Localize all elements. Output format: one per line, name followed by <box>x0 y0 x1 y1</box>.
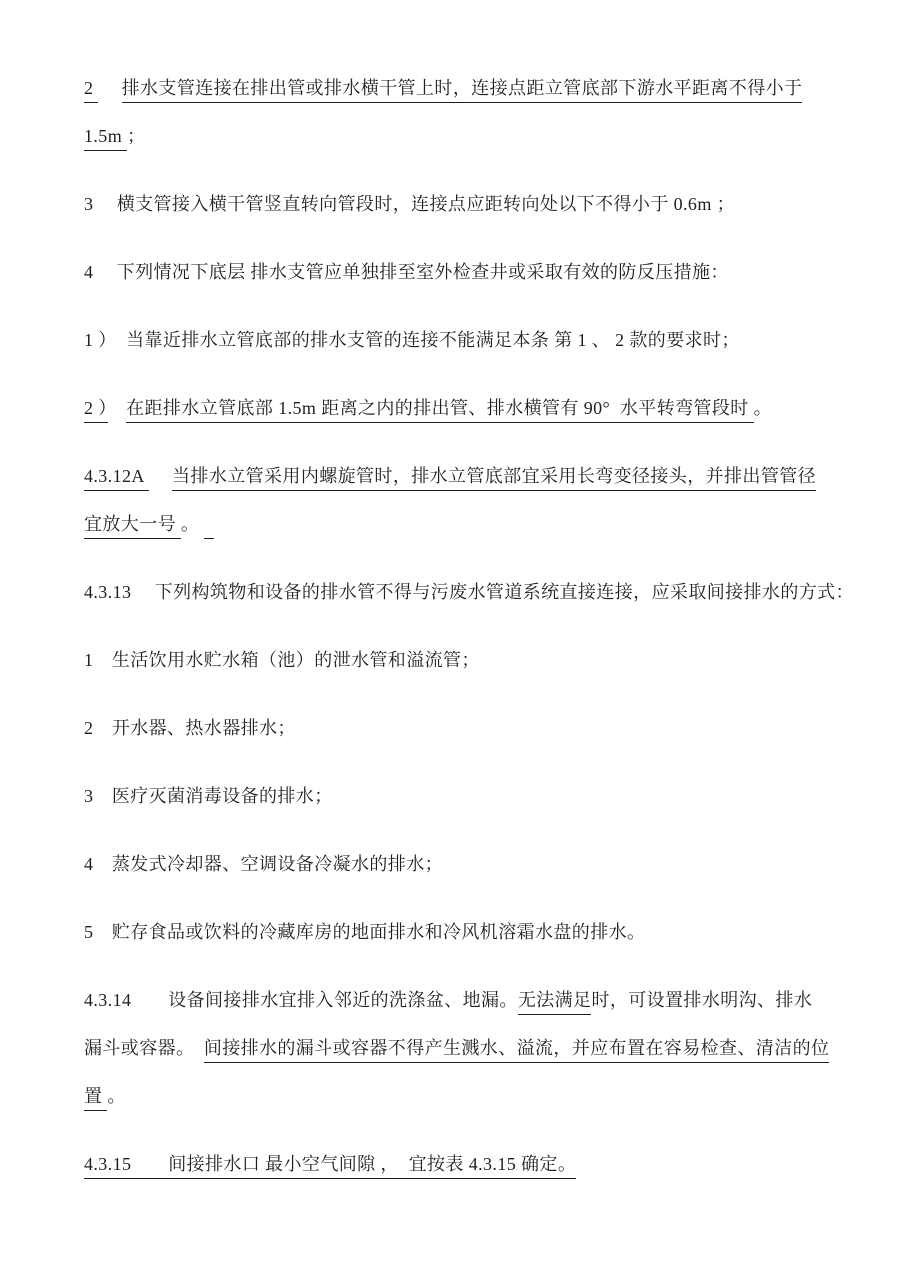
text-segment: 生活饮用水贮水箱（池）的泄水管和溢流管； <box>111 650 480 670</box>
paragraph-item-4 <box>84 840 820 888</box>
text-segment: 4.3.14 <box>84 990 132 1010</box>
paragraph-clause-3 <box>84 180 820 228</box>
text-segment: 医疗灭菌消毒设备的排水； <box>111 786 333 806</box>
paragraph-item-5 <box>84 908 820 956</box>
underlined-text-segment: 宜放大一号 <box>84 514 181 539</box>
paragraph-clause-2 <box>84 64 820 160</box>
text-line <box>84 248 820 296</box>
text-segment: 4 <box>84 854 94 874</box>
text-segment: 3 <box>84 786 94 806</box>
text-segment: 1 ） <box>84 330 108 350</box>
text-segment <box>93 786 111 806</box>
text-segment: 4 <box>84 262 94 282</box>
text-segment <box>185 1038 203 1058</box>
paragraph-clause-4314 <box>84 976 830 1120</box>
underlined-text-segment: 间接排水的漏斗或容器不得产生溅水、溢流，并应布置在容易检查、清洁的位 <box>204 1038 830 1063</box>
text-segment <box>131 990 168 1010</box>
paragraph-item-1 <box>84 636 820 684</box>
text-segment: 设备间接排水宜排入邻近的洗涤盆、地漏。 <box>168 990 518 1010</box>
text-line <box>84 64 820 112</box>
underlined-text-segment: 1.5m <box>84 126 127 151</box>
text-segment <box>93 194 116 214</box>
paragraph-clause-4313 <box>84 568 854 616</box>
text-line <box>84 772 820 820</box>
underlined-text-segment: 无法满足 <box>518 990 592 1015</box>
text-segment: 。 <box>107 1086 126 1106</box>
text-segment: 漏斗或容器。 <box>84 1038 186 1058</box>
text-line <box>84 840 820 888</box>
paragraph-subclause-4-2 <box>84 384 820 432</box>
text-segment: ； <box>127 126 146 146</box>
text-segment <box>93 922 111 942</box>
underlined-text-segment: 排水支管连接在排出管或排水横干管上时，连接点距立管底部下游水平距离不得小于 <box>122 78 803 103</box>
underlined-text-segment: 间接排水口 最小空气间隙 ， 宜按表 4.3.15 确定。 <box>168 1154 576 1179</box>
text-line <box>84 452 820 500</box>
underlined-text-segment: 在距排水立管底部 1.5m 距离之内的排出管、排水横管有 90° 水平转弯管段时 <box>126 398 754 423</box>
text-segment: 时，可设置排水明沟、排水 <box>591 990 813 1010</box>
text-segment <box>149 466 172 486</box>
underlined-text-segment <box>131 1154 168 1179</box>
text-line <box>84 112 820 160</box>
text-segment: 。 <box>180 514 200 534</box>
underlined-text-segment: 2 ） <box>84 398 108 423</box>
text-segment: 下列构筑物和设备的排水管不得与污废水管道系统直接连接，应采取间接排水的方式： <box>154 582 854 602</box>
underlined-text-segment: 2 <box>84 78 98 103</box>
underlined-text-segment: 当排水立管采用内螺旋管时，排水立管底部宜采用长弯变径接头，并排出管管径 <box>172 466 816 491</box>
text-line <box>84 500 820 548</box>
text-line <box>84 1140 820 1188</box>
text-segment: 4.3.13 <box>84 582 132 602</box>
underlined-text-segment: 4.3.12A <box>84 466 149 491</box>
text-line <box>84 384 820 432</box>
text-segment <box>93 650 111 670</box>
text-line <box>84 704 820 752</box>
text-segment <box>93 854 111 874</box>
underlined-text-segment: 置 <box>84 1086 107 1111</box>
text-segment: 1 <box>84 650 94 670</box>
text-segment: 开水器、热水器排水； <box>111 718 296 738</box>
text-line <box>84 180 820 228</box>
text-segment <box>93 262 116 282</box>
text-segment: 横支管接入横干管竖直转向管段时，连接点应距转向处以下不得小于 0.6m ； <box>116 194 736 214</box>
text-line <box>84 568 854 616</box>
text-segment <box>98 78 121 98</box>
paragraph-subclause-4-1 <box>84 316 820 364</box>
text-line <box>84 976 820 1024</box>
paragraph-item-3 <box>84 772 820 820</box>
text-segment <box>131 582 154 602</box>
underlined-text-segment <box>204 514 214 539</box>
text-segment: 3 <box>84 194 94 214</box>
paragraph-item-2 <box>84 704 820 752</box>
paragraph-clause-4312A <box>84 452 820 548</box>
text-line <box>84 1072 820 1120</box>
document-body <box>84 64 854 1188</box>
paragraph-clause-4315 <box>84 1140 820 1188</box>
paragraph-clause-4 <box>84 248 820 296</box>
text-segment <box>93 718 111 738</box>
text-segment: 当靠近排水立管底部的排水支管的连接不能满足本条 第 1 、 2 款的要求时； <box>126 330 740 350</box>
text-segment: 5 <box>84 922 94 942</box>
text-segment: 下列情况下底层 排水支管应单独排至室外检查井或采取有效的防反压措施： <box>116 262 729 282</box>
text-segment: 。 <box>753 398 773 418</box>
text-line <box>84 1024 830 1072</box>
underlined-text-segment: 4.3.15 <box>84 1154 131 1179</box>
text-segment <box>108 398 126 418</box>
text-segment: 贮存食品或饮料的冷藏库房的地面排水和冷风机溶霜水盘的排水。 <box>111 922 646 942</box>
text-segment <box>108 330 126 350</box>
text-segment: 2 <box>84 718 94 738</box>
text-line <box>84 636 820 684</box>
text-line <box>84 316 820 364</box>
text-line <box>84 908 820 956</box>
text-segment: 蒸发式冷却器、空调设备冷凝水的排水； <box>111 854 444 874</box>
